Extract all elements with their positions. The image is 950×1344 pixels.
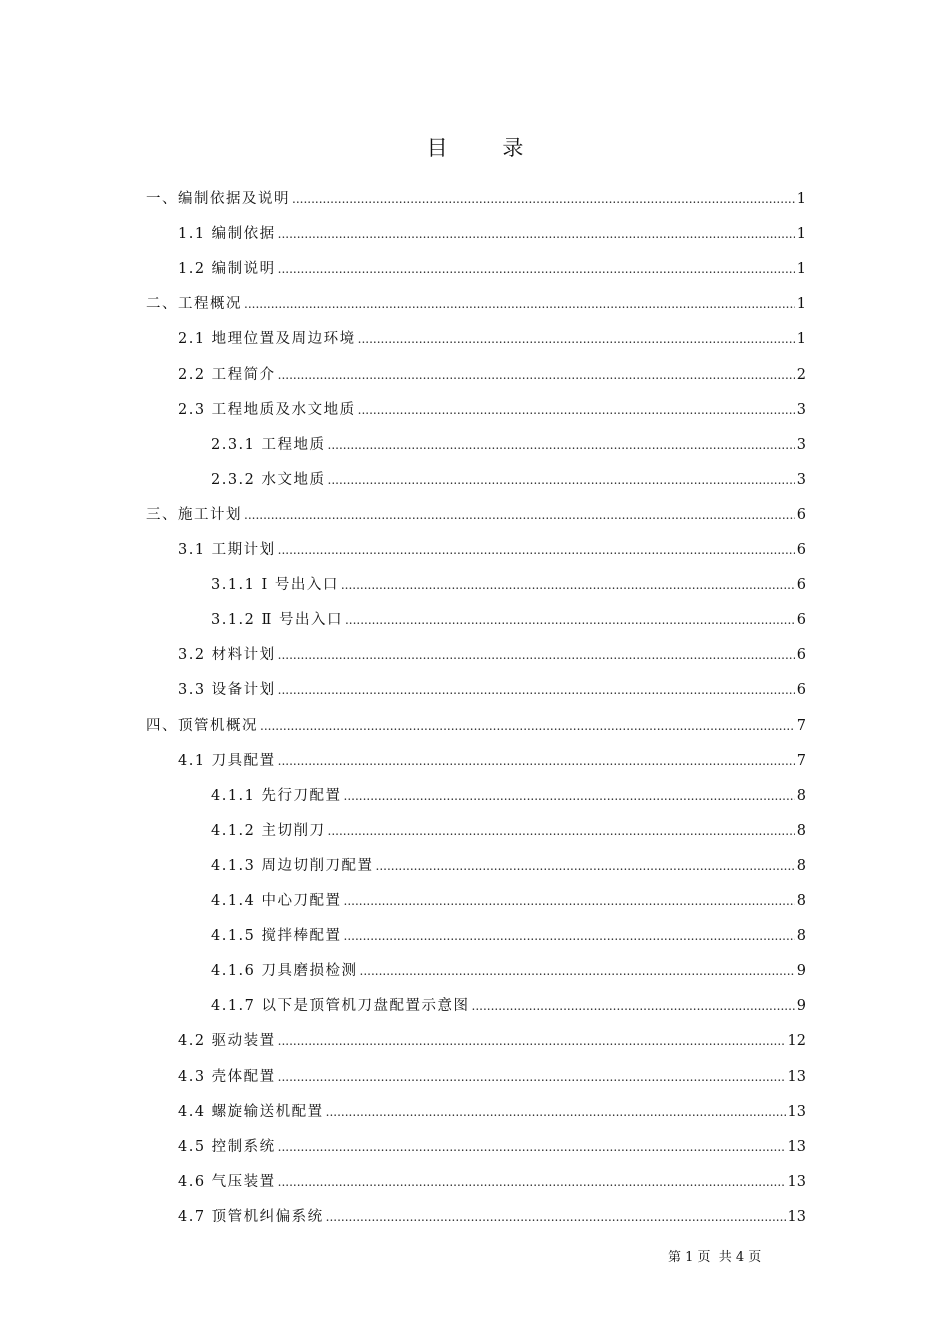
toc-entry-text: 4.1.2 主切削刀 xyxy=(211,822,326,839)
toc-entry[interactable] xyxy=(178,538,806,560)
toc-entry-page: 8 xyxy=(796,928,806,945)
toc-entry-text: 4.6 气压装置 xyxy=(178,1173,276,1190)
toc-entry-page: 9 xyxy=(796,963,806,980)
toc-entry[interactable] xyxy=(146,292,806,314)
toc-entry-text: 四、顶管机概况 xyxy=(146,717,258,734)
toc-dot-leader xyxy=(360,963,795,979)
toc-entry-page: 3 xyxy=(796,436,806,453)
toc-entry-text: 4.1.7 以下是顶管机刀盘配置示意图 xyxy=(211,998,470,1015)
toc-entry[interactable] xyxy=(178,222,806,244)
toc-entry-page: 1 xyxy=(796,191,806,207)
toc-entry[interactable] xyxy=(178,1100,806,1122)
toc-dot-leader xyxy=(278,1069,786,1085)
toc-entry-text: 4.1.3 周边切削刀配置 xyxy=(211,857,374,874)
toc-entry[interactable] xyxy=(178,678,806,700)
toc-entry-text: 二、工程概况 xyxy=(146,296,242,313)
toc-entry-page: 6 xyxy=(796,542,806,558)
toc-dot-leader xyxy=(278,261,795,277)
toc-dot-leader xyxy=(472,998,795,1014)
toc-entry[interactable] xyxy=(211,994,806,1016)
toc-entry[interactable] xyxy=(146,187,806,209)
toc-entry-text: 一、编制依据及说明 xyxy=(146,191,290,207)
toc-entry-page: 6 xyxy=(796,682,806,699)
toc-entry[interactable] xyxy=(146,503,806,525)
toc-entry[interactable] xyxy=(178,1135,806,1157)
toc-entry-text: 4.1.6 刀具磨损检测 xyxy=(211,963,358,980)
toc-entry[interactable] xyxy=(211,468,806,490)
toc-entry-text: 3.3 设备计划 xyxy=(178,682,276,699)
toc-entry-text: 4.1 刀具配置 xyxy=(178,752,276,769)
toc-entry[interactable] xyxy=(211,819,806,841)
toc-entry-text: 3.1.1 Ⅰ 号出入口 xyxy=(211,577,339,594)
footer-current-page: 第 1 页 xyxy=(668,1250,711,1265)
toc-dot-leader xyxy=(278,1139,786,1155)
toc-entry-text: 4.1.4 中心刀配置 xyxy=(211,893,342,909)
toc-entry-text: 4.1.1 先行刀配置 xyxy=(211,787,342,804)
toc-entry-text: 2.3.2 水文地质 xyxy=(211,471,326,488)
toc-entry-page: 9 xyxy=(796,998,806,1015)
toc-entry-page: 1 xyxy=(796,331,806,348)
toc-dot-leader xyxy=(260,718,795,734)
toc-entry[interactable] xyxy=(178,749,806,771)
toc-entry[interactable] xyxy=(178,1029,806,1051)
toc-entry-text: 1.1 编制依据 xyxy=(178,226,276,243)
toc-dot-leader xyxy=(244,296,795,312)
toc-entry[interactable] xyxy=(211,854,806,876)
toc-entry-text: 4.2 驱动装置 xyxy=(178,1033,276,1050)
toc-dot-leader xyxy=(345,612,795,628)
toc-entry-text: 2.3 工程地质及水文地质 xyxy=(178,401,356,418)
toc-entry-text: 1.2 编制说明 xyxy=(178,261,276,278)
page-footer xyxy=(668,1246,765,1265)
toc-entry-text: 3.1.2 Ⅱ 号出入口 xyxy=(211,612,343,629)
toc-entry-text: 三、施工计划 xyxy=(146,506,242,523)
toc-dot-leader xyxy=(326,1104,786,1120)
toc-entry[interactable] xyxy=(178,1170,806,1192)
toc-entry[interactable] xyxy=(211,959,806,981)
toc-entry-page: 1 xyxy=(796,296,806,313)
toc-title: 目 录 xyxy=(426,136,548,160)
toc-dot-leader xyxy=(278,682,795,698)
toc-entry-page: 13 xyxy=(787,1103,806,1120)
toc-entry[interactable] xyxy=(178,327,806,349)
toc-entry-page: 2 xyxy=(796,366,806,383)
toc-entry-page: 8 xyxy=(796,822,806,839)
toc-dot-leader xyxy=(278,226,795,242)
toc-entry[interactable] xyxy=(211,433,806,455)
toc-entry-text: 2.1 地理位置及周边环境 xyxy=(178,331,356,348)
toc-entry-page: 13 xyxy=(787,1068,806,1085)
toc-entry-page: 13 xyxy=(787,1173,806,1190)
toc-entry-page: 13 xyxy=(787,1138,806,1155)
toc-entry[interactable] xyxy=(211,608,806,630)
toc-entry-page: 8 xyxy=(796,857,806,874)
toc-entry[interactable] xyxy=(178,1205,806,1227)
toc-dot-leader xyxy=(376,858,795,874)
toc-entry-text: 4.4 螺旋输送机配置 xyxy=(178,1103,324,1120)
toc-dot-leader xyxy=(278,542,795,558)
toc-entry-text: 4.7 顶管机纠偏系统 xyxy=(178,1208,324,1225)
toc-entry-page: 7 xyxy=(796,752,806,769)
footer-total-pages: 共 4 页 xyxy=(718,1250,762,1265)
toc-entry-text: 2.3.1 工程地质 xyxy=(211,436,326,453)
toc-entry[interactable] xyxy=(178,643,806,665)
toc-entry[interactable] xyxy=(211,784,806,806)
toc-entry-page: 3 xyxy=(796,471,806,488)
toc-entry-page: 3 xyxy=(796,401,806,418)
toc-entry-page: 6 xyxy=(796,506,806,523)
toc-dot-leader xyxy=(278,1174,786,1190)
toc-dot-leader xyxy=(344,893,795,909)
toc-dot-leader xyxy=(358,331,795,347)
toc-entry-text: 4.3 壳体配置 xyxy=(178,1068,276,1085)
toc-entry-text: 3.2 材料计划 xyxy=(178,647,276,664)
toc-dot-leader xyxy=(341,577,795,593)
toc-entry-page: 8 xyxy=(796,893,806,909)
toc-dot-leader xyxy=(328,437,795,453)
toc-dot-leader xyxy=(328,472,795,488)
toc-entry[interactable] xyxy=(211,924,806,946)
toc-entry-text: 4.5 控制系统 xyxy=(178,1138,276,1155)
toc-dot-leader xyxy=(358,402,795,418)
toc-entry-page: 13 xyxy=(787,1208,806,1225)
toc-dot-leader xyxy=(278,1033,786,1049)
toc-entry[interactable] xyxy=(211,573,806,595)
toc-entry-page: 6 xyxy=(796,647,806,664)
toc-entry[interactable] xyxy=(178,257,806,279)
toc-entry[interactable] xyxy=(178,398,806,420)
toc-dot-leader xyxy=(292,191,795,207)
toc-entry-text: 2.2 工程简介 xyxy=(178,366,276,383)
toc-entry-text: 3.1 工期计划 xyxy=(178,542,276,558)
toc-entry-page: 12 xyxy=(787,1033,806,1050)
toc-entry-page: 8 xyxy=(796,787,806,804)
toc-dot-leader xyxy=(344,928,795,944)
toc-entry-page: 1 xyxy=(796,261,806,278)
toc-entry-page: 6 xyxy=(796,612,806,629)
toc-dot-leader xyxy=(326,1209,786,1225)
toc-dot-leader xyxy=(278,753,795,769)
toc-entry[interactable] xyxy=(211,889,806,911)
toc-entry-page: 7 xyxy=(796,717,806,734)
toc-dot-leader xyxy=(278,367,795,383)
toc-entry[interactable] xyxy=(146,714,806,736)
toc-entry-page: 1 xyxy=(796,226,806,243)
toc-entry-page: 6 xyxy=(796,577,806,594)
toc-dot-leader xyxy=(344,788,795,804)
toc-dot-leader xyxy=(328,823,795,839)
toc-dot-leader xyxy=(278,647,795,663)
toc-dot-leader xyxy=(244,507,795,523)
toc-entry[interactable] xyxy=(178,1065,806,1087)
toc-entry[interactable] xyxy=(178,363,806,385)
toc-entry-text: 4.1.5 搅拌棒配置 xyxy=(211,928,342,945)
